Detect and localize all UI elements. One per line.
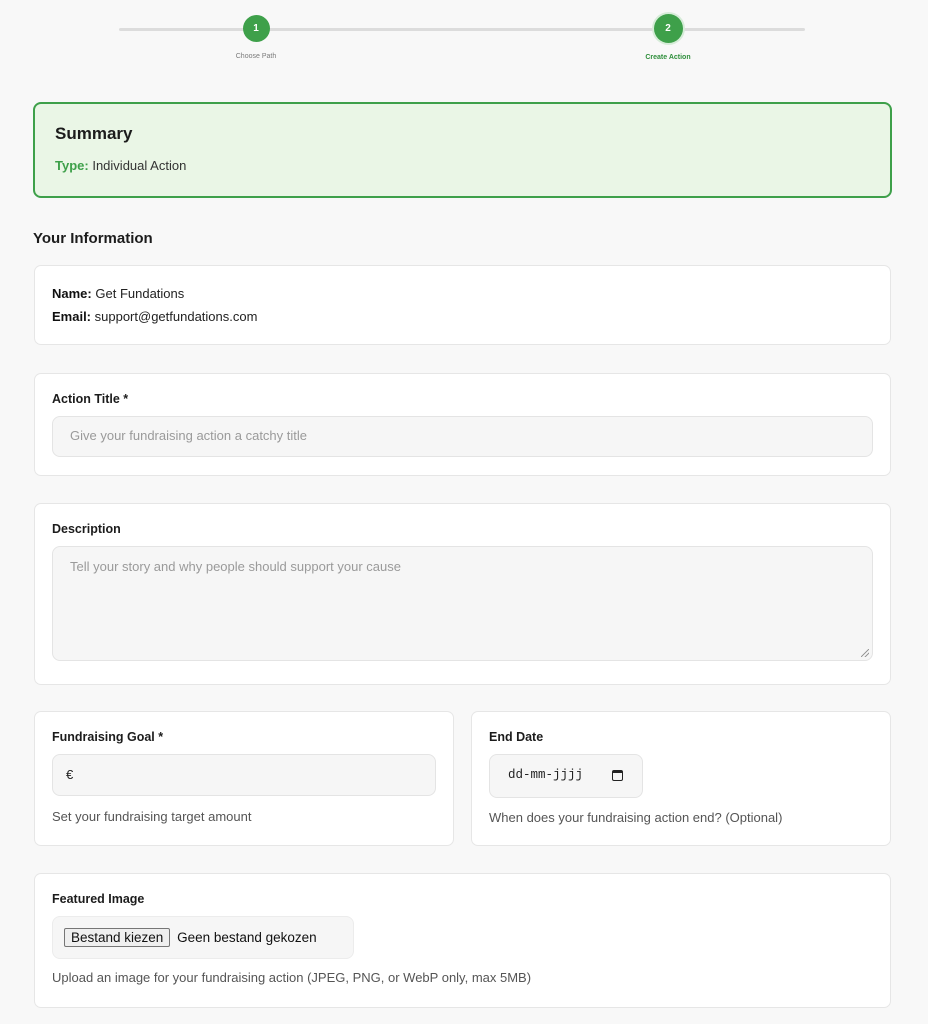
email-row <box>52 309 873 324</box>
name-row <box>52 286 873 301</box>
step-1-circle: 1 <box>243 15 270 42</box>
choose-file-button[interactable]: Bestand kiezen <box>64 928 170 947</box>
summary-title: Summary <box>55 124 133 143</box>
name-label: Name: <box>52 286 92 301</box>
end-date-help-text: When does your fundraising action end? (Optional) <box>489 810 783 825</box>
email-value: support@getfundations.com <box>94 309 258 324</box>
step-choose-path[interactable] <box>196 15 316 60</box>
summary-type <box>55 158 870 173</box>
step-1-label: Choose Path <box>235 53 277 60</box>
step-2-circle: 2 <box>654 14 683 43</box>
action-title-input[interactable]: Give your fundraising action a catchy title <box>52 416 873 457</box>
file-input[interactable] <box>52 916 354 959</box>
name-value: Get Fundations <box>95 286 185 301</box>
end-date-label: End Date <box>489 730 544 744</box>
euro-icon: € <box>66 767 74 782</box>
summary-box <box>33 102 892 198</box>
goal-input[interactable] <box>52 754 436 796</box>
description-textarea[interactable] <box>52 546 873 661</box>
action-title-card <box>34 373 891 476</box>
action-title-label: Action Title * <box>52 392 129 406</box>
end-date-input[interactable] <box>489 754 643 798</box>
calendar-icon[interactable] <box>612 770 623 781</box>
progress-stepper <box>0 0 928 80</box>
user-info-card <box>34 265 891 345</box>
your-information-heading: Your Information <box>33 230 153 247</box>
end-date-card <box>471 711 891 846</box>
goal-help-text: Set your fundraising target amount <box>52 809 252 824</box>
featured-image-card <box>34 873 891 1008</box>
description-label: Description <box>52 522 121 536</box>
description-card <box>34 503 891 685</box>
featured-image-label: Featured Image <box>52 892 145 906</box>
file-status: Geen bestand gekozen <box>177 930 317 945</box>
summary-type-value: Individual Action <box>92 158 187 173</box>
end-date-placeholder: dd-mm-jjjj <box>508 768 584 782</box>
description-placeholder: Tell your story and why people should support your cause <box>70 559 401 574</box>
fundraising-goal-card <box>34 711 454 846</box>
summary-type-label: Type: <box>55 158 89 173</box>
step-2-label: Create Action <box>645 54 691 61</box>
resize-handle-icon[interactable] <box>861 649 869 657</box>
step-create-action <box>608 15 728 61</box>
email-label: Email: <box>52 309 92 324</box>
featured-image-help-text: Upload an image for your fundraising action (JPEG, PNG, or WebP only, max 5MB) <box>52 970 532 985</box>
goal-label: Fundraising Goal * <box>52 730 164 744</box>
